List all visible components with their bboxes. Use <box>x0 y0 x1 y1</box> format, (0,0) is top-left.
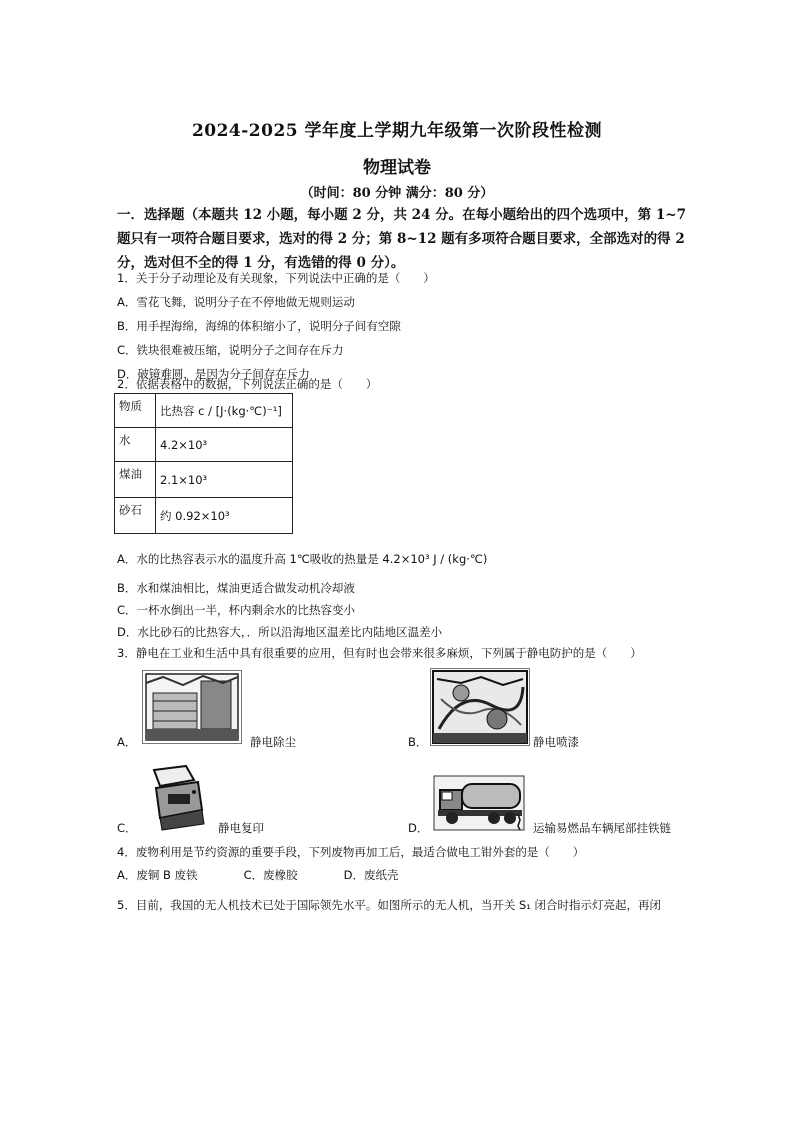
q3-option-c-letter: C． <box>117 821 137 835</box>
table-header-cell: 物质 <box>115 394 156 428</box>
electrostatic-spray-painting-image <box>430 668 530 746</box>
table-row <box>115 462 293 498</box>
q3-option-a-caption: 静电除尘 <box>250 735 296 749</box>
q3-option-b-caption: 静电喷漆 <box>533 735 579 749</box>
q3-stem: 3．静电在工业和生活中具有很重要的应用，但有时也会带来很多麻烦，下列属于静电防护的是（ ） <box>117 646 642 660</box>
table-cell: 砂石 <box>115 498 156 534</box>
electrostatic-photocopier-image <box>146 764 210 832</box>
table-row <box>115 428 293 462</box>
table-cell: 煤油 <box>115 462 156 498</box>
table-cell: 4.2×10³ <box>156 428 293 462</box>
q2-stem: 2．依据表格中的数据，下列说法正确的是（ ） <box>117 377 378 391</box>
table-cell: 2.1×10³ <box>156 462 293 498</box>
q3-option-c-caption: 静电复印 <box>218 821 264 835</box>
table-cell: 水 <box>115 428 156 462</box>
q1-option-b: B．用手捏海绵，海绵的体积缩小了，说明分子间有空隙 <box>117 319 401 333</box>
q3-option-a-letter: A． <box>117 735 137 749</box>
section-instructions <box>117 203 687 275</box>
q5-stem: 5．目前，我国的无人机技术已处于国际领先水平。如图所示的无人机，当开关 S₁ 闭合时指示灯亮起，再闭 <box>117 898 662 912</box>
exam-meta: （时间：80 分钟 满分：80 分） <box>300 186 494 201</box>
fuel-truck-chain-image <box>432 770 526 832</box>
q2-option-d: D．水比砂石的比热容大，．所以沿海地区温差比内陆地区温差小 <box>117 625 443 639</box>
specific-heat-table <box>114 393 293 534</box>
table-header-row <box>115 394 293 428</box>
q2-option-b: B．水和煤油相比，煤油更适合做发动机冷却液 <box>117 581 355 595</box>
q4-stem: 4．废物利用是节约资源的重要手段，下列废物再加工后，最适合做电工钳外套的是（ ） <box>117 845 585 859</box>
page-title: 2024-2025 学年度上学期九年级第一次阶段性检测 <box>191 121 603 141</box>
q1-stem: 1．关于分子动理论及有关现象，下列说法中正确的是（ ） <box>117 271 435 285</box>
section-line-3: 分，选对但不全的得 1 分，有选错的得 0 分）。 <box>117 255 405 271</box>
page-subtitle: 物理试卷 <box>363 158 431 178</box>
table-row <box>115 498 293 534</box>
section-line-1: 一．选择题（本题共 12 小题，每小题 2 分，共 24 分。在每小题给出的四个选项中，第 1~7 <box>117 207 686 223</box>
electrostatic-dust-removal-image <box>142 670 242 744</box>
table-header-cell: 比热容 c / [J·(kg·℃)⁻¹] <box>156 394 293 428</box>
q3-option-b-letter: B． <box>408 735 428 749</box>
q1-option-c: C．铁块很难被压缩，说明分子之间存在斥力 <box>117 343 344 357</box>
table-cell: 约 0.92×10³ <box>156 498 293 534</box>
q2-option-a: A．水的比热容表示水的温度升高 1℃吸收的热量是 4.2×10³ J / (kg·℃) <box>117 552 488 566</box>
q2-option-c: C．一杯水倒出一半，杯内剩余水的比热容变小 <box>117 603 356 617</box>
q4-options: A．废铜 B 废铁 C．废橡胶 D．废纸壳 <box>117 868 399 882</box>
section-line-2: 题只有一项符合题目要求，选对的得 2 分；第 8~12 题有多项符合题目要求，全部选对的得 2 <box>117 231 685 247</box>
q1-option-a: A．雪花飞舞，说明分子在不停地做无规则运动 <box>117 295 355 309</box>
q1-option-d: D．破镜难圆，是因为分子间存在斥力 <box>117 367 310 381</box>
q3-option-d-caption: 运输易燃品车辆尾部挂铁链 <box>533 821 671 835</box>
q3-option-d-letter: D． <box>408 821 429 835</box>
